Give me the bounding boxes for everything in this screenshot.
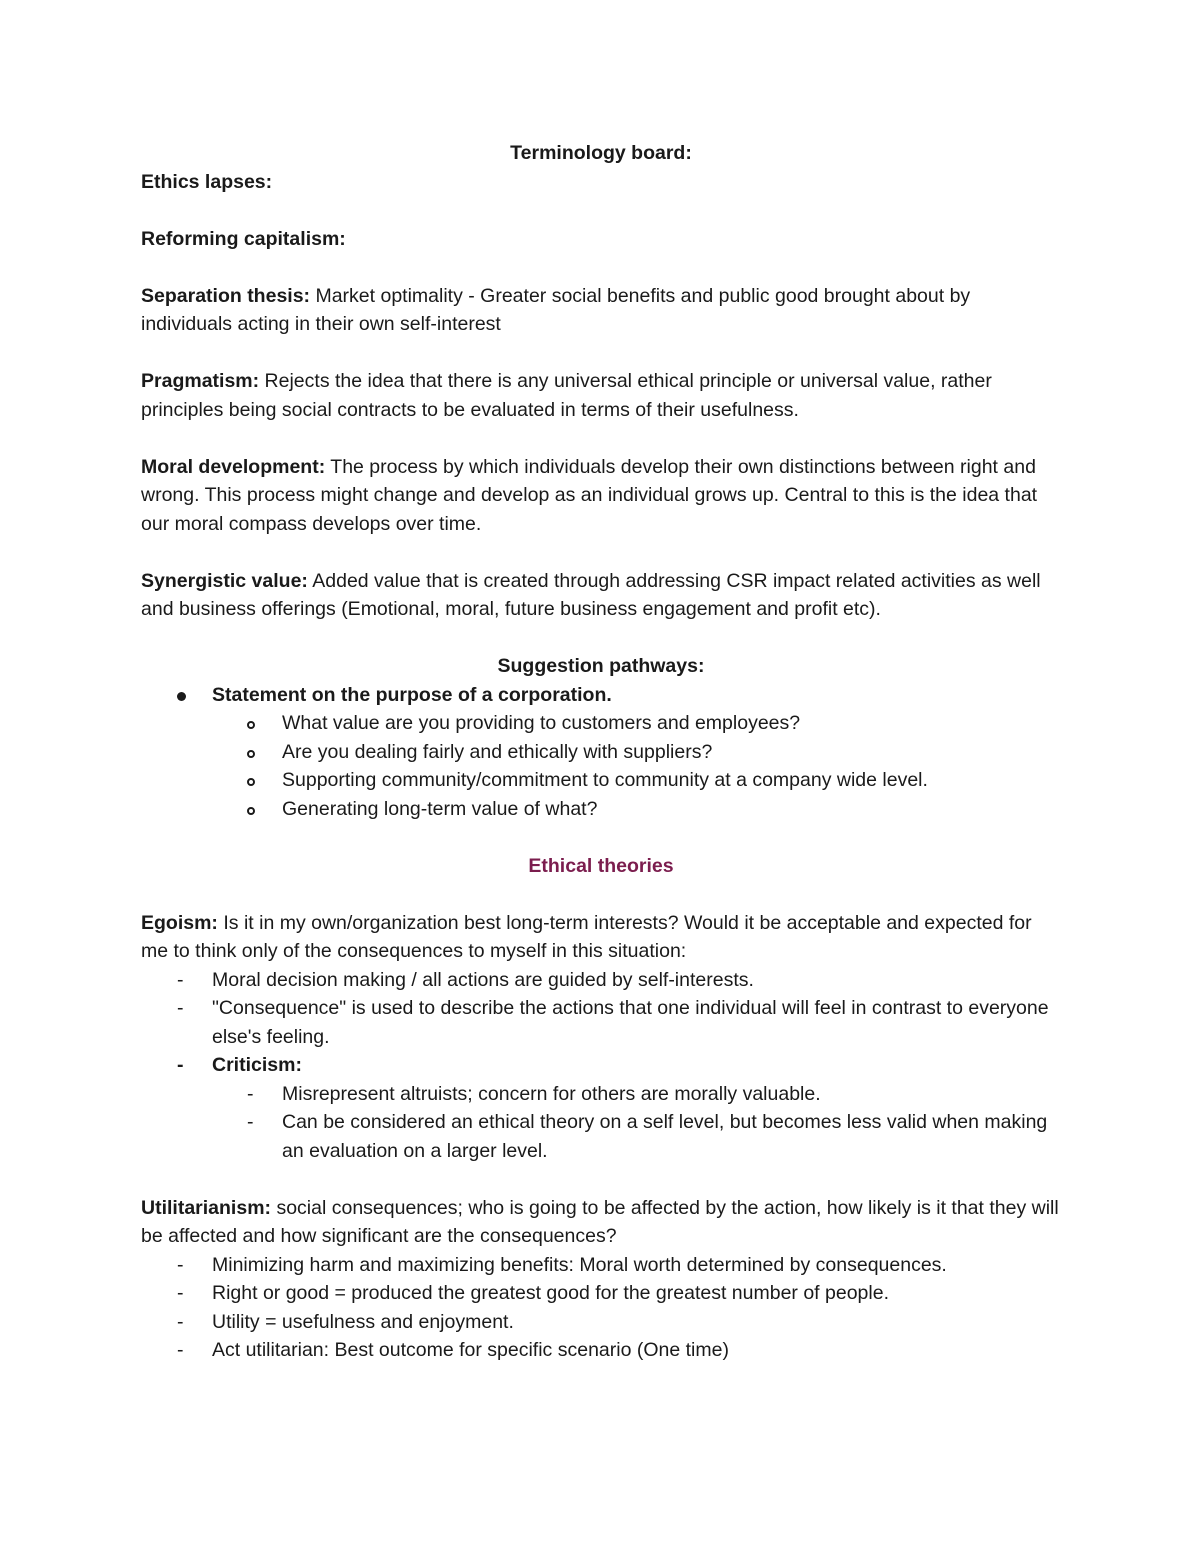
list-item [141,681,1061,710]
term-label: Utilitarianism: [141,1196,272,1219]
dash-marker: - [177,997,184,1019]
utilitarianism-points [141,1251,1061,1365]
term-definition: Is it in my own/organization best long-term interests? Would it be acceptable and expected for me to think only of the consequences to myself in this situation: [141,911,1032,962]
term-definition: Rejects the idea that there is any universal ethical principle or universal value, rather principles being social contracts to be evaluated in terms of their usefulness. [141,370,992,421]
egoism-points [141,966,1061,1166]
list-item-text: Generating long-term value of what? [282,797,598,820]
dash-marker: - [177,968,184,991]
list-item [141,1251,1061,1280]
list-item-text: Minimizing harm and maximizing benefits: Moral worth determined by consequences. [212,1253,947,1276]
term-reforming-capitalism [141,225,1061,254]
bullet-circle-icon [247,709,267,738]
term-utilitarianism [141,1194,1061,1251]
list-item-text: Statement on the purpose of a corporation. [212,683,612,706]
dash-marker: - [177,1310,184,1333]
list-item-text: Moral decision making / all actions are guided by self-interests. [212,968,754,991]
list-item-text: Right or good = produced the greatest good for the greatest number of people. [212,1282,889,1304]
list-item [141,1108,1061,1165]
bullet-circle-icon [247,738,267,767]
term-definition: The process by which individuals develop their own distinctions between right and wrong. This process might change and develop as an individual grows up. Central to this is the idea that our moral compass develops over time. [141,455,1038,535]
list-item-text: Act utilitarian: Best outcome for specific scenario (One time) [212,1339,729,1361]
term-synergistic-value [141,567,1061,624]
term-definition: Added value that is created through addressing CSR impact related activities as well and business offerings (Emotional, moral, future business engagement and profit etc). [141,569,1041,620]
term-label: Synergistic value: [141,569,308,592]
term-label: Reforming capitalism: [141,227,346,250]
list-item-text: Can be considered an ethical theory on a self level, but becomes less valid when making an evaluation on a larger level. [282,1111,1048,1162]
list-item-text: Utility = usefulness and enjoyment. [212,1310,514,1333]
suggestion-list [141,681,1061,824]
list-item [141,795,1061,824]
list-item [141,1051,1061,1080]
dash-marker: - [177,1054,184,1076]
term-label: Separation thesis: [141,284,311,307]
ethical-theories-heading: Ethical theories [528,854,674,877]
term-moral-development [141,453,1061,539]
list-item [141,1336,1061,1365]
dash-marker: - [247,1082,254,1105]
document-content [141,139,1061,1365]
list-item [141,709,1061,738]
dash-marker: - [177,1282,184,1304]
dash-marker: - [177,1253,184,1276]
term-pragmatism [141,367,1061,424]
list-item [141,1080,1061,1109]
term-egoism [141,909,1061,966]
list-item [141,738,1061,767]
list-item [141,766,1061,795]
term-label: Moral development: [141,455,326,478]
term-label: Egoism: [141,911,218,934]
list-item-text: Are you dealing fairly and ethically with suppliers? [282,740,713,763]
term-label: Ethics lapses: [141,170,273,193]
term-label: Pragmatism: [141,370,260,392]
dash-marker: - [247,1111,254,1133]
list-item-text: Supporting community/commitment to community at a company wide level. [282,769,928,791]
dash-marker: - [177,1339,184,1361]
term-separation-thesis [141,282,1061,339]
list-item [141,994,1061,1051]
list-item-text: What value are you providing to customers and employees? [282,712,801,734]
list-item [141,966,1061,995]
suggestion-heading: Suggestion pathways: [497,655,705,677]
bullet-circle-icon [247,766,267,795]
list-item [141,1279,1061,1308]
term-definition: Market optimality - Greater social benefits and public good brought about by individuals acting in their own self-interest [141,284,971,335]
criticism-label: Criticism: [212,1054,302,1076]
page-title: Terminology board: [510,142,692,164]
bullet-circle-icon [247,795,267,824]
list-item [141,1308,1061,1337]
term-ethics-lapses [141,168,1061,197]
list-item-text: "Consequence" is used to describe the actions that one individual will feel in contrast to everyone else's feeling. [212,997,1049,1048]
list-item-text: Misrepresent altruists; concern for others are morally valuable. [282,1082,821,1105]
bullet-disc-icon [177,681,197,710]
term-definition: social consequences; who is going to be affected by the action, how likely is it that they will be affected and how significant are the consequences? [141,1196,1059,1247]
